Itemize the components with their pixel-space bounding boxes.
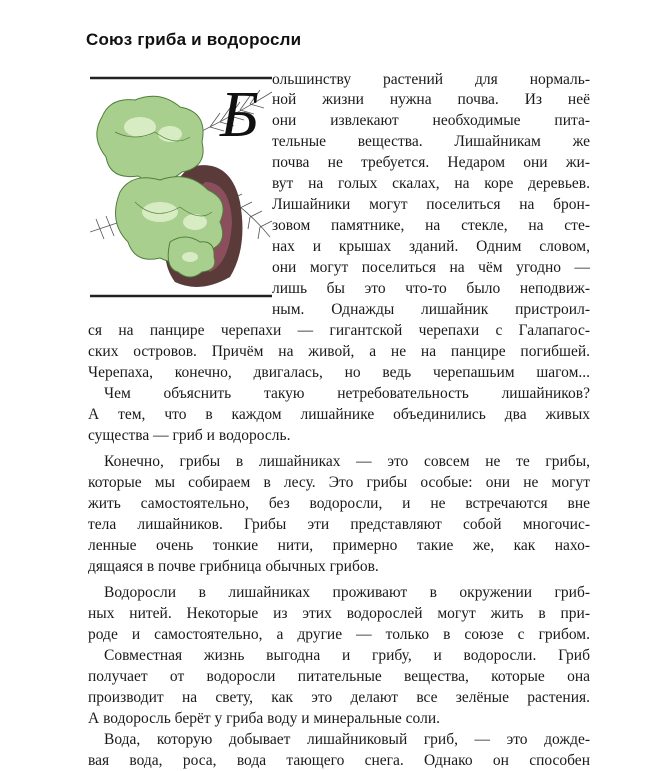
text-line: ольшинству растений для нормаль- (272, 71, 590, 88)
text-line: роде и самостоятельно, а другие — только в союзе с грибом. (88, 626, 590, 643)
text-line: зовом памятнике, на стекле, на сте- (272, 217, 590, 234)
drop-cap: Б (220, 78, 259, 151)
text-line: тельные вещества. Лишайникам же (272, 133, 590, 150)
text-line: которые мы собираем в лесу. Это грибы особые: они не могут (88, 474, 590, 491)
text-line: Водоросли в лишайниках проживают в окружении гриб- (104, 584, 590, 601)
text-line: Черепаха, конечно, двигалась, но ведь черепашьим шагом... (88, 364, 590, 381)
text-line: существа — гриб и водоросль. (88, 427, 291, 444)
text-line: ным. Однажды лишайник пристроил- (272, 301, 590, 318)
text-line: они могут поселиться на чём угодно — (272, 259, 590, 276)
text-line: производит на свету, как это делают все зелёные растения. (88, 689, 590, 706)
text-line: жить самостоятельно, без водоросли, и не встречаются вне (88, 495, 590, 512)
text-line: тела лишайников. Грибы эти представляют собой многочис- (88, 516, 590, 533)
text-line: Конечно, грибы в лишайниках — это совсем не те грибы, (104, 453, 590, 470)
text-line: Чем объяснить такую нетребовательность лишайников? (104, 385, 590, 402)
text-line: Совместная жизнь выгодна и грибу, и водоросли. Гриб (104, 647, 590, 664)
text-line: ленные очень тонкие нити, примерно такие же, как нахо- (88, 537, 590, 554)
text-line: ских островов. Причём на живой, а не на панцире погибшей. (88, 343, 590, 360)
text-line: ной жизни нужна почва. Из неё (272, 91, 590, 108)
text-line: А водоросль берёт у гриба воду и минеральные соли. (88, 710, 441, 727)
text-line: вая вода, роса, вода тающего снега. Однако он способен (88, 752, 590, 769)
text-line: Лишайники могут поселиться на брон- (272, 196, 590, 213)
text-line: получает от водоросли питательные вещества, которые она (88, 668, 590, 685)
text-line: они извлекают необходимые пита- (272, 112, 590, 129)
text-line: дящаяся в почве грибница обычных грибов. (88, 558, 379, 575)
page-title: Союз гриба и водоросли (86, 30, 302, 49)
text-line: нах и крышах зданий. Одним словом, (272, 238, 590, 255)
text-line: почва не требуется. Недаром они жи- (272, 154, 590, 171)
text-line: ся на панцире черепахи — гигантской черепахи с Галапагос- (88, 322, 590, 339)
text-line: ных нитей. Некоторые из этих водорослей могут жить в при- (88, 605, 590, 622)
text-line: А тем, что в каждом лишайнике объединились два живых (88, 406, 590, 423)
text-line: вут на голых скалах, на коре деревьев. (272, 175, 590, 192)
text-line: Вода, которую добывает лишайниковый гриб, — это дожде- (104, 731, 590, 748)
text-line: лишь бы это что-то было неподвиж- (272, 280, 590, 297)
